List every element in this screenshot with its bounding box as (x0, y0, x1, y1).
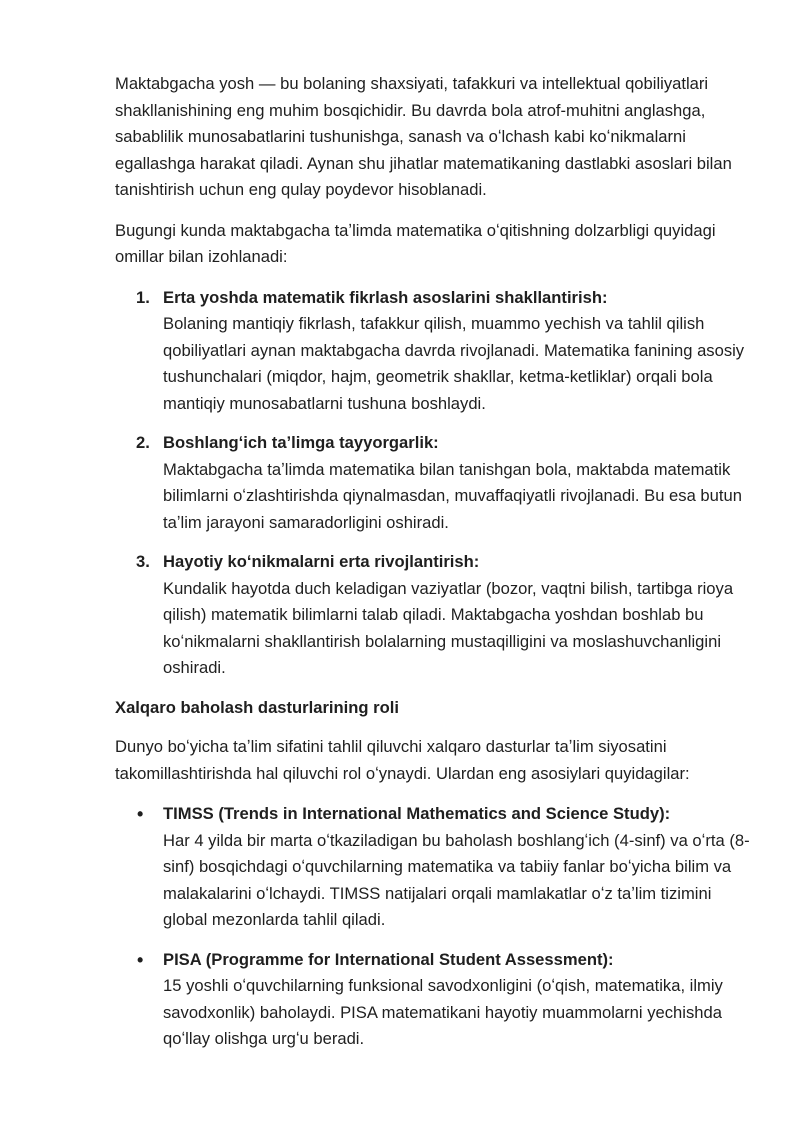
factors-list (115, 285, 750, 682)
factors-intro-paragraph: Bugungi kunda maktabgacha taʼlimda matematika oʻqitishning dolzarbligi quyidagi omillar bilan izohlanadi: (115, 220, 716, 266)
list-item-body: Bolaning mantiqiy fikrlash, tafakkur qilish, muammo yechish va tahlil qilish qobiliyatlari aynan maktabgacha davrda rivojlanadi. Matematika fanining asosiy tushunchalari (miqdor, hajm, geometrik shakllar, ketma-ketliklar) orqali bola mantiqiy munosabatlarni tushuna boshlaydi. (163, 314, 745, 413)
list-item (115, 549, 750, 682)
section-heading: Xalqaro baholash dasturlarining roli (115, 697, 399, 717)
list-item-title: Hayotiy koʻnikmalarni erta rivojlantirish: (163, 552, 480, 571)
list-number: 3. (136, 552, 150, 571)
list-number: 1. (136, 287, 150, 307)
bullet-marker: • (137, 949, 144, 970)
intro-paragraph: Maktabgacha yosh — bu bolaning shaxsiyati, tafakkuri va intellektual qobiliyatlari shakllanishining eng muhim bosqichidir. Bu davrda bola atrof-muhitni anglashga, sabablilik munosabatlarini tushunishga, sanash va oʻlchash kabi koʻnikmalarni egallashga harakat qiladi. Aynan shu jihatlar matematikaning dastlabki asoslari bilan tanishtirish uchun eng qulay poydevor hisoblanadi. (115, 74, 732, 199)
list-item-title: TIMSS (Trends in International Mathematics and Science Study): (163, 804, 671, 823)
list-item-body: Har 4 yilda bir marta oʻtkaziladigan bu baholash boshlangʻich (4-sinf) va oʻrta (8-sinf) bosqichdagi oʻquvchilarning matematika va tabiiy fanlar boʻyicha bilim va malakalarini oʻlchaydi. TIMSS natijalari orqali mamlakatlar oʻz taʼlim tizimini global mezonlarda tahlil qiladi. (163, 830, 750, 929)
list-item-title: Erta yoshda matematik fikrlash asoslarini shakllantirish: (163, 287, 608, 307)
list-item-title: Boshlangʻich taʼlimga tayyorgarlik: (163, 433, 439, 452)
list-item-body: Maktabgacha taʼlimda matematika bilan tanishgan bola, maktabda matematik bilimlarni oʻzlashtirishda qiynalmasdan, muvaffaqiyatli rivojlanadi. Bu esa butun taʼlim jarayoni samaradorligini oshiradi. (163, 459, 742, 532)
list-item-title: PISA (Programme for International Student Assessment): (163, 949, 614, 969)
list-item-body: 15 yoshli oʻquvchilarning funksional savodxonligini (oʻqish, matematika, ilmiy savodxonlik) baholaydi. PISA matematikani hayotiy muammolarni yechishda qoʻllay olishga urgʻu beradi. (163, 976, 723, 1048)
list-item (115, 947, 750, 1053)
programs-list (115, 801, 750, 1053)
list-item-body: Kundalik hayotda duch keladigan vaziyatlar (bozor, vaqtni bilish, tartibga rioya qilish) matematik bilimlarni talab qiladi. Maktabgacha yoshdan boshlab bu koʻnikmalarni shakllantirish bolalarning mustaqilligini va moslashuvchanligini oshiradi. (163, 578, 734, 677)
list-item (115, 285, 750, 418)
list-number: 2. (136, 433, 150, 452)
bullet-marker: • (137, 804, 144, 824)
section-intro-paragraph: Dunyo boʻyicha taʼlim sifatini tahlil qiluvchi xalqaro dasturlar taʼlim siyosatini takomillashtirishda hal qiluvchi rol oʻynaydi. Ulardan eng asosiylari quyidagilar: (115, 737, 690, 783)
list-item (115, 801, 750, 934)
list-item (115, 430, 750, 536)
